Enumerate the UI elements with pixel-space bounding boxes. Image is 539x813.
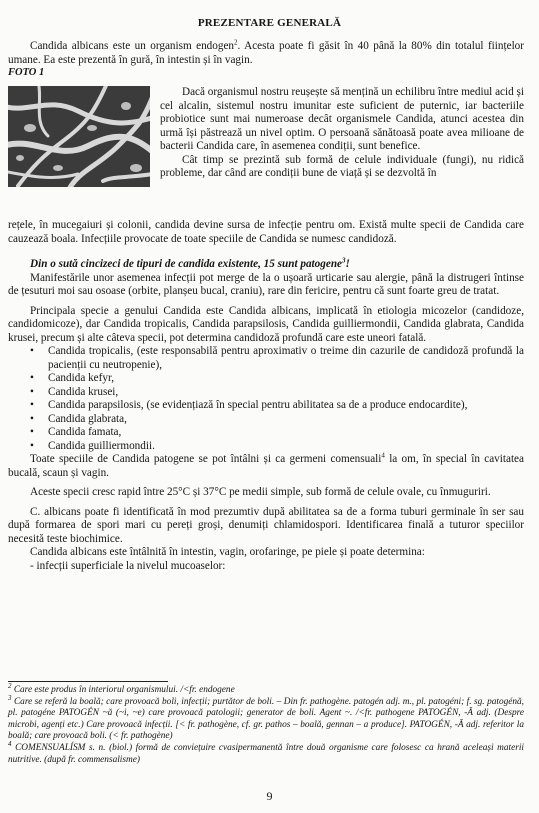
- dash-list-item: - infecții superficiale la nivelul mucoaselor:: [30, 559, 226, 572]
- paragraph-commensal: Toate speciile de Candida patogene se pot întâlni și ca germeni comensuali$^4$ la om, în special în cavitatea bucală, scaun și vagin.: [8, 451, 524, 479]
- candida-micrograph: [8, 86, 150, 187]
- footnote-ref-2[interactable]: 2: [234, 38, 238, 47]
- paragraph-continuation: rețele, în mucegaiuri și colonii, candida devine sursa de infecție pentru om. Există multe specii de Candida care cauzează boala. Infecțiile provocate de toate speciile de Candida se numesc candidoză.: [8, 219, 524, 245]
- section-subheading: Din o sută cincizeci de tipuri de candida existente, 15 sunt patogene$^3$!: [30, 256, 350, 270]
- paragraph-location: Candida albicans este întâlnită în intestin, vagin, orofaringe, pe piele și poate determina:: [30, 546, 425, 558]
- page-number: 9: [266, 789, 273, 803]
- list-item: • Candida krusei,: [30, 385, 119, 398]
- paragraph-identification: C. albicans poate fi identificată în mod prezumtiv după abilitatea sa de a forma tuburi germinale în ser sau după formarea de spori mari cu pereți groși, denumiți chlamidospori. Identificarea finală a tuturor speciilor necesită teste biochimice.: [8, 505, 524, 545]
- intro-paragraph: [8, 40, 524, 78]
- species-list: [8, 345, 524, 453]
- paragraph-fungi: Cât timp se prezintă sub formă de celule individuale (fungi), nu ridică probleme, dar când are condiții bune de viață și se dezvoltă în: [160, 153, 524, 179]
- foto-label: FOTO 1: [8, 67, 45, 78]
- footnote-2: $^2$ Care este produs în interiorul organismului. /<fr. endogene: [8, 681, 235, 695]
- list-item: • Candida parapsilosis, (se evidențiază în special pentru abilitatea sa de a produce endocardite),: [30, 399, 468, 411]
- page-title: PREZENTARE GENERALĂ: [197, 17, 342, 29]
- list-item: • Candida famata,: [30, 426, 122, 438]
- list-item: • Candida tropicalis, (este responsabilă pentru aproximativ o treime din cazurile de candidoză profundă la pacienții cu neutropenie),: [30, 345, 524, 371]
- footnote-ref-3[interactable]: 3: [342, 256, 346, 265]
- right-column-text: [160, 86, 524, 181]
- list-item: • Candida glabrata,: [30, 412, 127, 425]
- main-text: [8, 219, 524, 573]
- intro-text-1: Candida albicans este un organism endogen: [30, 40, 235, 52]
- footnotes: [8, 681, 525, 766]
- footnote-divider: [8, 681, 168, 682]
- paragraph-balance: Dacă organismul nostru reușește să mențină un echilibru între mediul acid și cel alcalin, sistemul nostru imunitar este suficient de puternic, iar bacteriile probiotice sunt mai numeroase decât organismele Candida, atunci acestea din urmă își păstrează un nivel optim. O persoană sănătoasă poate avea milioane de bacterii Candida care, în asemenea condiții, sunt benefice.: [160, 86, 524, 152]
- intro-text-2: . Acesta poate fi găsit în 40 până la 80% din totalul ființelor umane. Ea este prezentă în gură, în intestin și în vagin.: [8, 40, 524, 66]
- footnote-4: $^4$ COMENSUALÍSM s. n. (biol.) formă de conviețuire cvasipermanentă între două organisme care folosesc ca hrană aceleași materii nutritive. (după fr. commensalisme): [8, 739, 525, 765]
- list-item: • Candida guilliermondii.: [30, 439, 155, 452]
- list-item: • Candida kefyr,: [30, 372, 115, 384]
- paragraph-manifestations: Manifestările unor asemenea infecții pot merge de la o ușoară urticarie sau alergie, până la distrugeri întinse de țesuturi moi sau osoase (orbite, planșeu bucal, craniu), rare din fericire, pentru că sunt foarte greu de tratat.: [8, 271, 524, 297]
- footnote-3: $^3$ Care se referă la boală; care provoacă boli, infecții; purtător de boli. – Din fr. pathogène. patogén adj. m., pl. patogéni; f. sg. patogénă, pl. patogéne PATOGÉN ~ă (~i, ~e) care provoacă patologii; generator de boli. Agent ~. /<fr. pathogene PATOGÉN, -Ă adj. (Despre microbi, agenți etc.) Care provoacă infecții. [< fr. pathogène, cf. gr. pathos – boală, gennan – a produce]. PATOGÉN, -Ă adj. referitor la boală; care provoacă boli. (< fr. pathogène): [8, 693, 524, 742]
- footnote-ref-4[interactable]: 4: [381, 451, 385, 460]
- paragraph-temperature: Aceste specii cresc rapid între 25°C și 37°C pe medii simple, sub formă de celule ovale, cu înmuguriri.: [30, 486, 491, 498]
- paragraph-species: Principala specie a genului Candida este Candida albicans, implicată în etiologia micozelor (candidoze, candidomicoze), dar Candida tropicalis, Candida parapsilosis, Candida guilliermondii, Candida glabrata, Candida krusei, precum și alte câteva specii, pot determina candidoză profundă care este uneori fatală.: [8, 304, 524, 344]
